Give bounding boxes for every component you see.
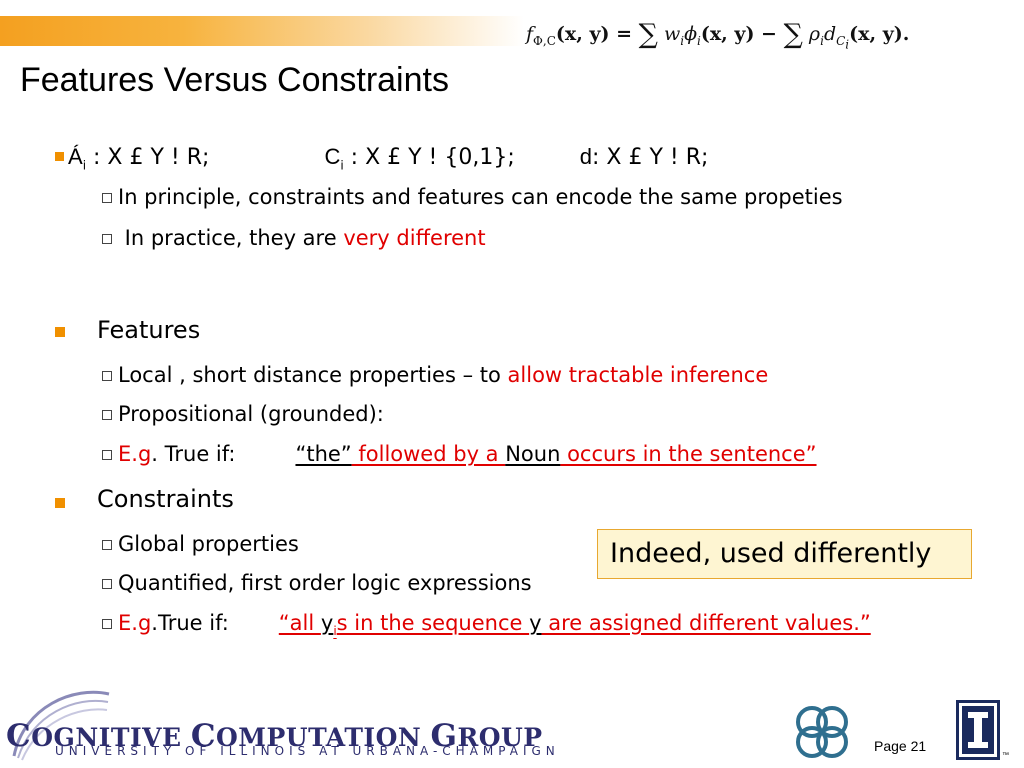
hollow-square-bullet: [102, 234, 112, 244]
slide-title: Features Versus Constraints: [20, 61, 449, 99]
list-item: Local , short distance properties – to allow tractable inference: [102, 363, 768, 387]
orange-square-bullet: [55, 498, 65, 508]
trademark-mark: ™: [1002, 752, 1009, 759]
hollow-square-bullet: [102, 193, 112, 203]
callout-box: Indeed, used differently: [597, 529, 972, 579]
knot-logo-icon: [790, 700, 854, 764]
section-heading-constraints: Constraints: [97, 485, 234, 513]
list-item: In principle, constraints and features can encode the same propeties: [102, 185, 843, 209]
hollow-square-bullet: [102, 619, 112, 629]
section-heading-features: Features: [97, 316, 201, 344]
objective-formula: $f_{\Phi,C}(x$, y) = ∑ $w_i\phi_i(x$, y) − ∑ $\rho_id_{C_i}(x$, y).: [526, 19, 910, 52]
university-subtitle: UNIVERSITY OF ILLINOIS AT URBANA-CHAMPAIGN: [55, 744, 560, 758]
list-item: E.g. True if: “the” followed by a Noun occurs in the sentence”: [102, 442, 817, 466]
list-item: In practice, they are very different: [102, 226, 486, 250]
hollow-square-bullet: [102, 371, 112, 381]
definition-line: $Á_i$ : X £ Y ! R; $C_i$ : X £ Y ! {0,1}; d: X £ Y ! R;: [55, 144, 708, 172]
group-logo-text: COGNITIVE COMPUTATION GROUP: [6, 718, 543, 754]
list-item: E.g.True if: “all $y_is$ in the sequence y are assigned different values.”: [102, 611, 871, 638]
list-item: Quantified, first order logic expressions: [102, 571, 532, 595]
hollow-square-bullet: [102, 410, 112, 420]
illinois-logo-icon: [956, 700, 1000, 760]
orange-square-bullet: [55, 327, 65, 337]
list-item: Propositional (grounded):: [102, 402, 384, 426]
hollow-square-bullet: [102, 450, 112, 460]
orange-square-bullet: [55, 152, 64, 161]
page-number: Page 21: [874, 738, 927, 754]
hollow-square-bullet: [102, 579, 112, 589]
header-accent-bar: [0, 16, 524, 46]
hollow-square-bullet: [102, 540, 112, 550]
list-item: Global properties: [102, 532, 299, 556]
